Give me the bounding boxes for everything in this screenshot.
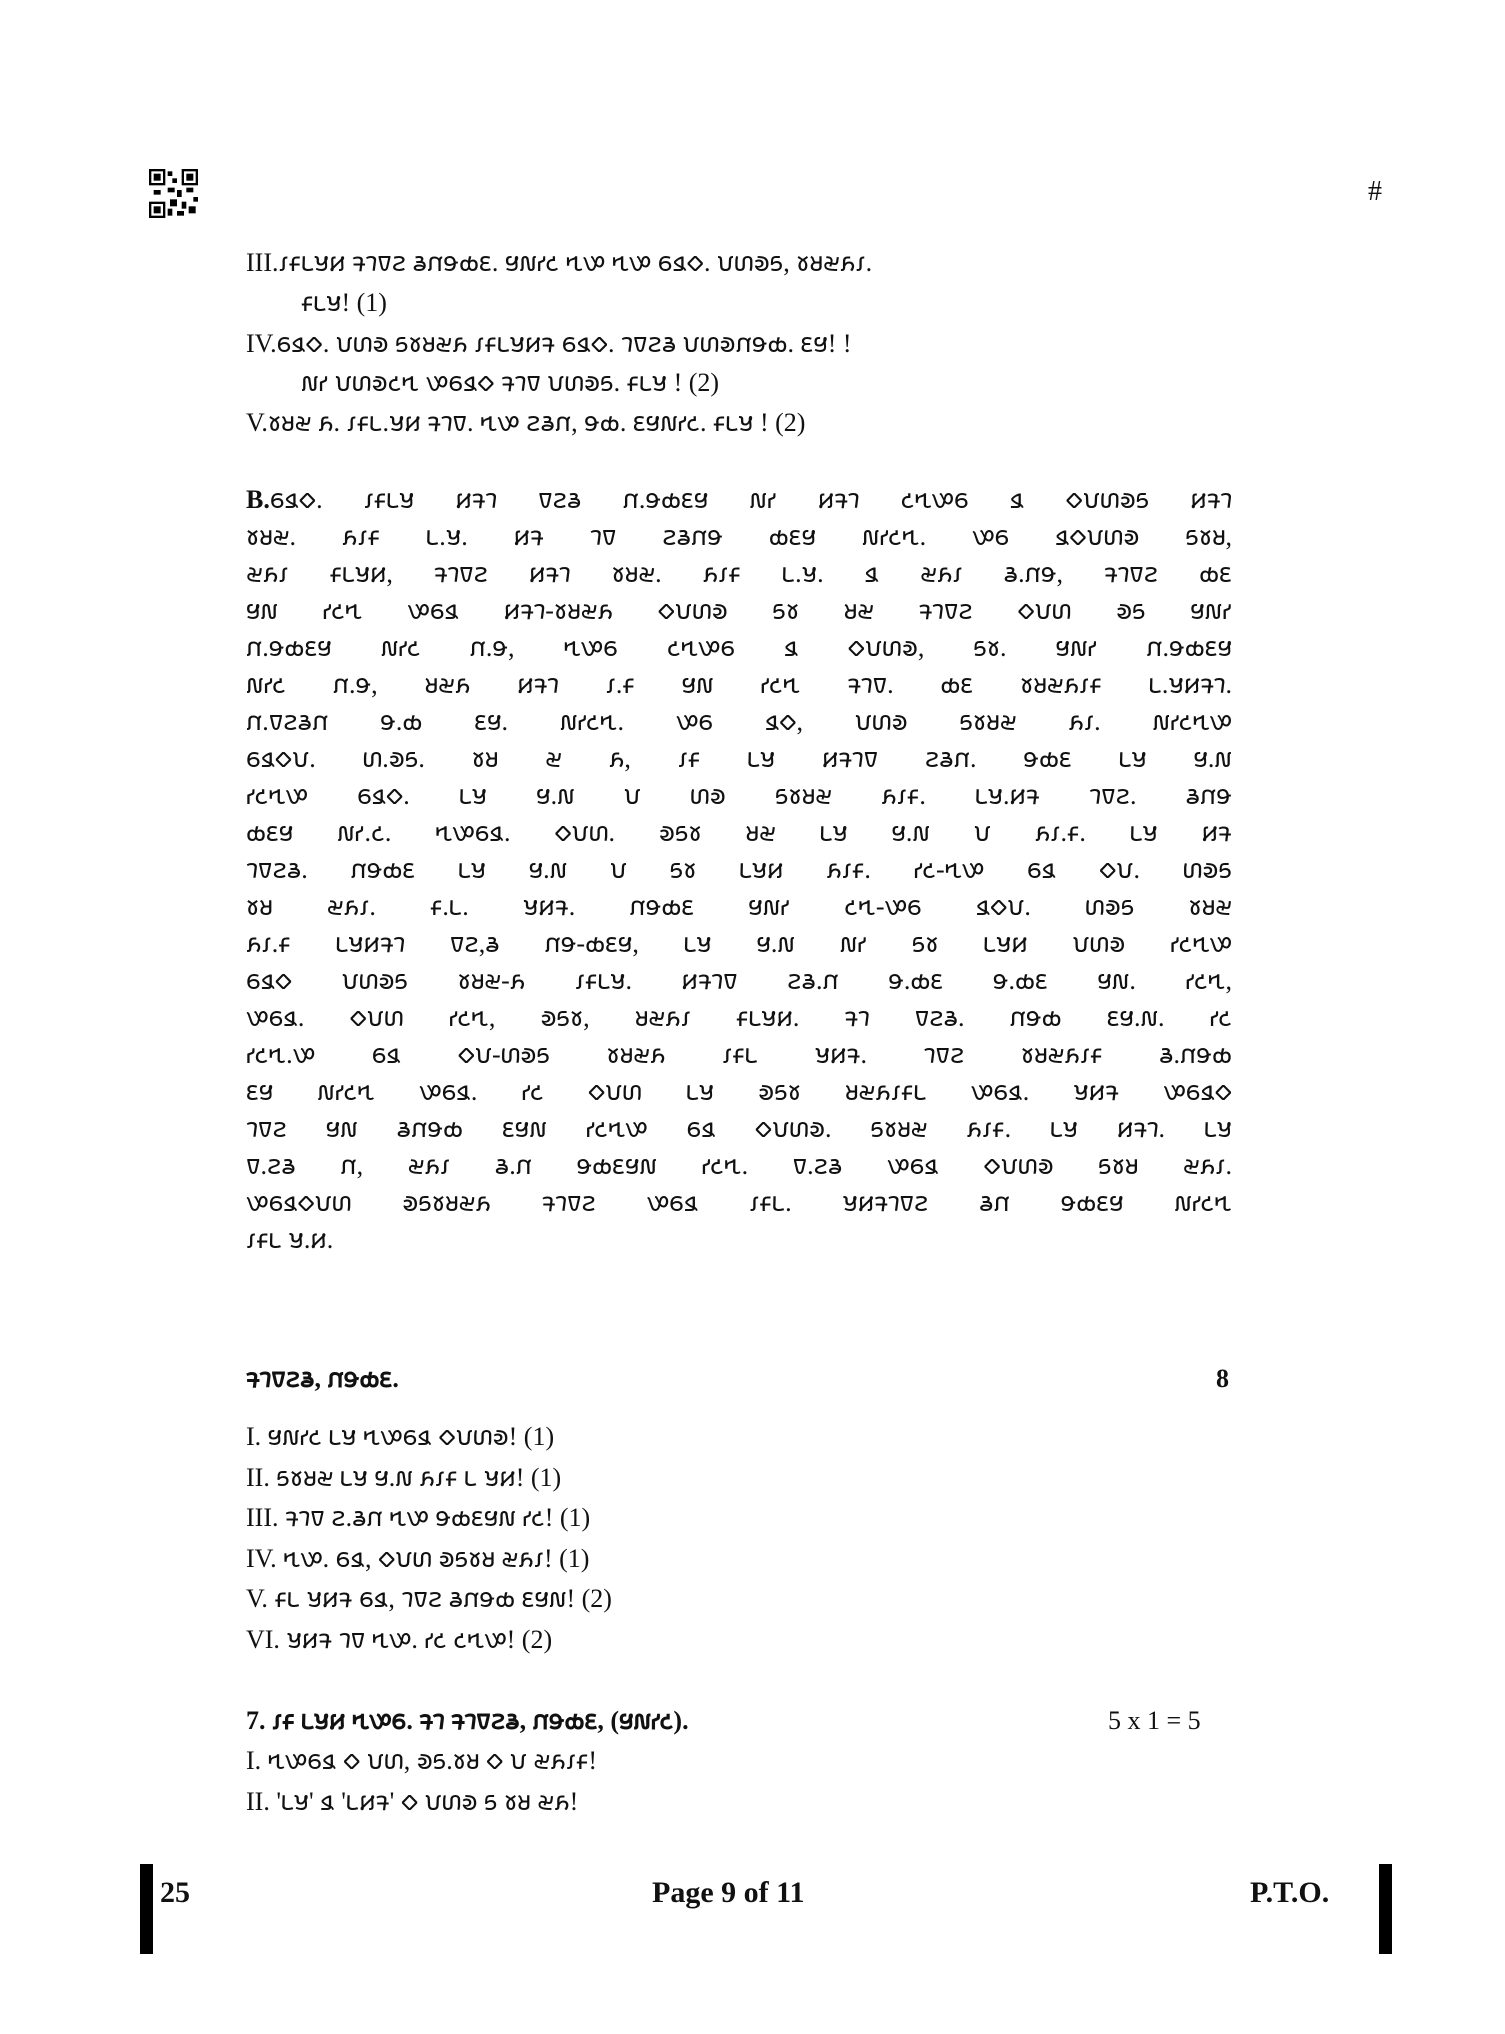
paragraph-line: 𑣍𑣎𑣏 𑣐𑣑.𑣒. 𑣓𑣔𑣕𑣖. 𑣗𑣘𑣙. 𑣚𑣛𑣜 𑣝𑣞 𑣃𑣄 𑣏.𑣐 𑣘 𑣟𑣁.𑣂. 𑣃𑣄 𑣅𑣆 xyxy=(246,818,1232,847)
sub-question-text: 𑣄𑣅𑣆 𑣇𑣈 𑣓𑣔. 𑣑𑣒 𑣒𑣓𑣔! (2) xyxy=(286,1624,553,1654)
sub-question-number: I. xyxy=(246,1422,262,1451)
item-text-cont: 𑣐𑣑 𑣘𑣙𑣚𑣒𑣓 𑣔𑣕𑣖𑣗 𑣆𑣇𑣈 𑣘𑣙𑣚𑣛. 𑣂𑣃𑣄 ! (2) xyxy=(301,368,720,397)
footer-code: 25 xyxy=(160,1876,190,1909)
sub-question-text: 𑣓𑣔. 𑣕𑣖, 𑣗𑣘𑣙 𑣚𑣛𑣜𑣝 𑣞𑣟𑣁! (1) xyxy=(283,1543,590,1573)
paragraph-line: 𑣜𑣝 𑣞𑣟𑣁. 𑣂.𑣃. 𑣄𑣅𑣆. 𑣋𑣌𑣍𑣎 𑣏𑣐𑣑 𑣒𑣓-𑣔𑣕 𑣖𑣗𑣘. 𑣙𑣚𑣛 𑣜𑣝𑣞 xyxy=(246,892,1232,921)
paragraph-line: 𑣎𑣏 𑣐𑣑𑣒𑣓 𑣔𑣕𑣖. 𑣑𑣒 𑣗𑣘𑣙 𑣃𑣄 𑣚𑣛𑣜 𑣝𑣞𑣟𑣁𑣂𑣃 𑣔𑣕𑣖. 𑣄𑣅𑣆 𑣔𑣕𑣖𑣗 xyxy=(246,1077,1232,1106)
footer-pto: P.T.O. xyxy=(1250,1876,1330,1909)
paragraph-text: 𑣕𑣖𑣗. 𑣁𑣂𑣃𑣄 𑣅𑣆𑣇 𑣈𑣉𑣊 𑣋.𑣌𑣍𑣎𑣏 𑣐𑣑 𑣅𑣆𑣇 𑣒𑣓𑣔𑣕 𑣖 𑣗𑣘𑣙𑣚𑣛 𑣅𑣆𑣇 xyxy=(269,485,1232,514)
sub-question xyxy=(246,1743,597,1779)
paragraph-line: 𑣇𑣈𑣉 𑣏𑣐 𑣊𑣋𑣌𑣍 𑣎𑣏𑣐 𑣑𑣒𑣓𑣔 𑣕𑣖 𑣗𑣘𑣙𑣚. 𑣛𑣜𑣝𑣞 𑣟𑣁𑣂. 𑣃𑣄 𑣅𑣆𑣇. 𑣃𑣄 xyxy=(246,1114,1232,1143)
question-text: 𑣁𑣂 𑣃𑣄𑣅 𑣓𑣔𑣕. 𑣆𑣇 𑣆𑣇𑣈𑣉𑣊, 𑣋𑣌𑣍𑣎, (𑣏𑣐𑣑𑣒). xyxy=(272,1706,689,1735)
paragraph-line: 𑣇𑣈𑣉𑣊. 𑣋𑣌𑣍𑣎 𑣃𑣄 𑣏.𑣐 𑣘 𑣛𑣜 𑣃𑣄𑣅 𑣟𑣁𑣂. 𑣑𑣒-𑣓𑣔 𑣕𑣖 𑣗𑣘. 𑣙𑣚𑣛 xyxy=(246,855,1232,884)
item-iv xyxy=(246,326,852,362)
sub-question xyxy=(246,1419,554,1455)
item-text: 𑣁𑣂𑣃𑣄𑣅 𑣆𑣇𑣈𑣉 𑣊𑣋𑣌𑣍𑣎. 𑣏𑣐𑣑𑣒 𑣓𑣔 𑣓𑣔 𑣕𑣖𑣗. 𑣘𑣙𑣚𑣛, 𑣜𑣝𑣞𑣟𑣁. xyxy=(278,248,873,277)
question-7-heading xyxy=(246,1703,689,1739)
paragraph-line: 𑣟𑣁.𑣂 𑣃𑣄𑣅𑣆𑣇 𑣈𑣉,𑣊 𑣋𑣌-𑣍𑣎𑣏, 𑣃𑣄 𑣏.𑣐 𑣐𑣑 𑣛𑣜 𑣃𑣄𑣅 𑣘𑣙𑣚 𑣑𑣒𑣓𑣔 xyxy=(246,929,1232,958)
sub-question xyxy=(246,1581,612,1617)
item-number: III. xyxy=(246,248,279,277)
sub-question-number: I. xyxy=(246,1746,262,1775)
sub-question-text: '𑣃𑣄' 𑣖 '𑣃𑣅𑣆' 𑣗 𑣘𑣙𑣚 𑣛 𑣜𑣝 𑣞𑣟! xyxy=(276,1787,579,1816)
section-b-paragraph xyxy=(246,481,1232,1258)
right-margin-bar xyxy=(1379,1864,1392,1954)
paragraph-line: 𑣋.𑣌𑣍𑣎𑣏 𑣐𑣑𑣒 𑣋.𑣌, 𑣓𑣔𑣕 𑣒𑣓𑣔𑣕 𑣖 𑣗𑣘𑣙𑣚, 𑣛𑣜. 𑣏𑣐𑣑 𑣋.𑣌𑣍𑣎𑣏 xyxy=(246,633,1232,662)
item-number: V. xyxy=(246,408,268,437)
sub-question-number: II. xyxy=(246,1462,270,1492)
paragraph-line: 𑣞𑣟𑣁 𑣂𑣃𑣄𑣅, 𑣆𑣇𑣈𑣉 𑣅𑣆𑣇 𑣜𑣝𑣞. 𑣟𑣁𑣂 𑣃.𑣄. 𑣖 𑣞𑣟𑣁 𑣊.𑣋𑣌, 𑣆𑣇𑣈𑣉 𑣍𑣎 xyxy=(246,559,1232,588)
sub-question-number: III. xyxy=(246,1503,279,1532)
paragraph-line: 𑣁𑣂𑣃 𑣄.𑣅. xyxy=(246,1225,334,1254)
paragraph-line: 𑣋.𑣈𑣉𑣊𑣋 𑣌.𑣍 𑣎𑣏. 𑣐𑣑𑣒𑣓. 𑣔𑣕 𑣖𑣗, 𑣘𑣙𑣚 𑣛𑣜𑣝𑣞 𑣟𑣁. 𑣐𑣑𑣒𑣓𑣔 xyxy=(246,707,1232,736)
sub-question-number: V. xyxy=(246,1584,268,1613)
item-text-cont: 𑣂𑣃𑣄! (1) xyxy=(301,288,387,317)
sub-question-number: II. xyxy=(246,1787,270,1816)
question-number: 7. xyxy=(246,1706,266,1735)
item-v xyxy=(246,405,805,441)
sub-question-text: 𑣛𑣜𑣝𑣞 𑣃𑣄 𑣏.𑣐 𑣟𑣁𑣂 𑣃 𑣄𑣅! (1) xyxy=(276,1462,562,1492)
sub-question xyxy=(246,1784,578,1820)
section-label: B. xyxy=(246,485,270,514)
paragraph-line: 𑣏𑣐 𑣑𑣒𑣓 𑣔𑣕𑣖 𑣅𑣆𑣇-𑣜𑣝𑣞𑣟 𑣗𑣘𑣙𑣚 𑣛𑣜 𑣝𑣞 𑣆𑣇𑣈𑣉 𑣗𑣘𑣙 𑣚𑣛 𑣏𑣐𑣑 xyxy=(246,596,1232,625)
left-margin-bar xyxy=(140,1864,153,1954)
paragraph-line: 𑣐𑣑𑣒 𑣋.𑣌, 𑣝𑣞𑣟 𑣅𑣆𑣇 𑣁.𑣂 𑣏𑣐 𑣑𑣒𑣓 𑣆𑣇𑣈. 𑣍𑣎 𑣜𑣝𑣞𑣟𑣁𑣂 𑣃.𑣄𑣅𑣆𑣇. xyxy=(246,670,1232,699)
sub-question-text: 𑣓𑣔𑣕𑣖 𑣗 𑣘𑣙, 𑣚𑣛.𑣜𑣝 𑣗 𑣘 𑣞𑣟𑣁𑣂! xyxy=(267,1746,598,1775)
question-heading: 𑣆𑣇𑣈𑣉𑣊, 𑣋𑣌𑣍𑣎. xyxy=(246,1364,399,1393)
qr-code xyxy=(149,169,198,218)
item-text: 𑣜𑣝𑣞 𑣟. 𑣁𑣂𑣃.𑣄𑣅 𑣆𑣇𑣈. 𑣓𑣔 𑣉𑣊𑣋, 𑣌𑣍. 𑣎𑣏𑣐𑣑𑣒. 𑣂𑣃𑣄 ! (2) xyxy=(267,408,806,437)
item-iii xyxy=(246,245,872,281)
sub-question xyxy=(246,1541,589,1577)
paragraph-line: 𑣑𑣒𑣓.𑣔 𑣕𑣖 𑣗𑣘-𑣙𑣚𑣛 𑣜𑣝𑣞𑣟 𑣁𑣂𑣃 𑣄𑣅𑣆. 𑣇𑣈𑣉 𑣜𑣝𑣞𑣟𑣁𑣂 𑣊.𑣋𑣌𑣍 xyxy=(246,1040,1232,1069)
sub-question xyxy=(246,1460,561,1496)
question-marks: 8 xyxy=(1216,1364,1229,1393)
paragraph-line: 𑣑𑣒𑣓𑣔 𑣕𑣖𑣗. 𑣃𑣄 𑣏.𑣐 𑣘 𑣙𑣚 𑣛𑣜𑣝𑣞 𑣟𑣁𑣂. 𑣃𑣄.𑣅𑣆 𑣇𑣈𑣉. 𑣊𑣋𑣌 xyxy=(246,781,1232,810)
sub-question-text: 𑣏𑣐𑣑𑣒 𑣃𑣄 𑣓𑣔𑣕𑣖 𑣗𑣘𑣙𑣚! (1) xyxy=(267,1422,555,1451)
item-number: IV. xyxy=(246,329,277,358)
sub-question-number: IV. xyxy=(246,1543,277,1573)
sub-question-text: 𑣂𑣃 𑣄𑣅𑣆 𑣕𑣖, 𑣇𑣈𑣉 𑣊𑣋𑣌𑣍 𑣎𑣏𑣐! (2) xyxy=(274,1584,612,1613)
paragraph-line: 𑣜𑣝𑣞. 𑣟𑣁𑣂 𑣃.𑣄. 𑣅𑣆 𑣇𑣈 𑣉𑣊𑣋𑣌 𑣍𑣎𑣏 𑣐𑣑𑣒𑣓. 𑣔𑣕 𑣖𑣗𑣘𑣙𑣚 𑣛𑣜𑣝, xyxy=(246,522,1232,551)
paragraph-line: 𑣔𑣕𑣖. 𑣗𑣘𑣙 𑣑𑣒𑣓, 𑣚𑣛𑣜, 𑣝𑣞𑣟𑣁 𑣂𑣃𑣄𑣅. 𑣆𑣇 𑣈𑣉𑣊. 𑣋𑣌𑣍 𑣎𑣏.𑣐. 𑣑𑣒 xyxy=(246,1003,1232,1032)
sub-question-number: VI. xyxy=(246,1624,280,1654)
sub-question xyxy=(246,1622,552,1658)
sub-question xyxy=(246,1500,590,1536)
paragraph-line: 𑣕𑣖𑣗 𑣘𑣙𑣚𑣛 𑣜𑣝𑣞-𑣟 𑣁𑣂𑣃𑣄. 𑣅𑣆𑣇𑣈 𑣉𑣊.𑣋 𑣌.𑣍𑣎 𑣌.𑣍𑣎 𑣏𑣐. 𑣑𑣒𑣓, xyxy=(246,966,1232,995)
footer-page-number: Page 9 of 11 xyxy=(652,1876,805,1909)
page-mark: # xyxy=(1368,176,1382,207)
paragraph-line: 𑣈.𑣉𑣊 𑣋, 𑣞𑣟𑣁 𑣊.𑣋 𑣌𑣍𑣎𑣏𑣐 𑣑𑣒𑣓. 𑣈.𑣉𑣊 𑣔𑣕𑣖 𑣗𑣘𑣙𑣚 𑣛𑣜𑣝 𑣞𑣟𑣁. xyxy=(246,1151,1232,1180)
item-text: 𑣕𑣖𑣗. 𑣘𑣙𑣚 𑣛𑣜𑣝𑣞𑣟 𑣁𑣂𑣃𑣄𑣅𑣆 𑣕𑣖𑣗. 𑣇𑣈𑣉𑣊 𑣘𑣙𑣚𑣋𑣌𑣍. 𑣎𑣏! ! xyxy=(276,329,852,358)
question-7-marks: 5 x 1 = 5 xyxy=(1108,1706,1201,1735)
paragraph-line xyxy=(246,481,1232,518)
paragraph-line: 𑣕𑣖𑣗𑣘. 𑣙.𑣚𑣛. 𑣜𑣝 𑣞 𑣟, 𑣁𑣂 𑣃𑣄 𑣅𑣆𑣇𑣈 𑣉𑣊𑣋. 𑣌𑣍𑣎 𑣃𑣄 𑣏.𑣐 xyxy=(246,744,1232,773)
paragraph-line: 𑣔𑣕𑣖𑣗𑣘𑣙 𑣚𑣛𑣜𑣝𑣞𑣟 𑣆𑣇𑣈𑣉 𑣔𑣕𑣖 𑣁𑣂𑣃. 𑣄𑣅𑣆𑣇𑣈𑣉 𑣊𑣋 𑣌𑣍𑣎𑣏 𑣐𑣑𑣒𑣓 xyxy=(246,1188,1232,1217)
sub-question-text: 𑣆𑣇𑣈 𑣉.𑣊𑣋 𑣓𑣔 𑣌𑣍𑣎𑣏𑣐 𑣑𑣒! (1) xyxy=(284,1503,591,1532)
